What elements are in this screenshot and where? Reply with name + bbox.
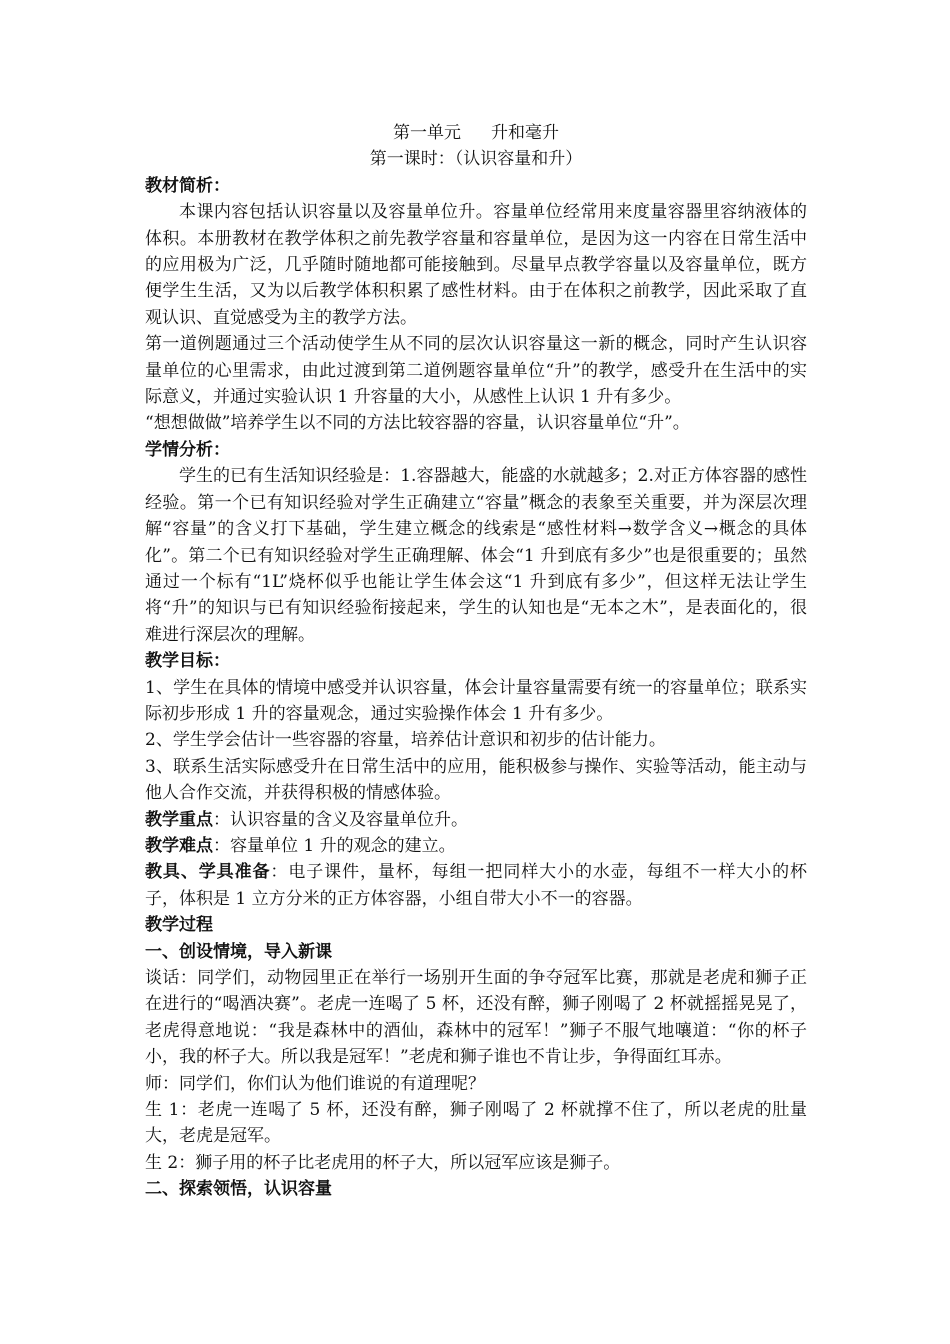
section-heading: 一、创设情境，导入新课: [145, 941, 332, 962]
dialogue-paragraph: 谈话：同学们，动物园里正在举行一场别开生面的争夺冠军比赛，那就是老虎和狮子正在进行的“喝酒决赛”。老虎一连喝了 5 杯，还没有醉，狮子刚喝了 2 杯就摇摇晃晃了，老虎得意地说：“我是森林中的酒仙，森林中的冠军！”狮子不服气地嚷道：“你的杯子小，我的杯子大。所以我是冠军！”老虎和狮子谁也不肯让步，争得面红耳赤。: [145, 968, 807, 1068]
unit-subject: 升和毫升: [491, 123, 559, 143]
lesson-title: 第一课时：（认识容量和升）: [369, 149, 583, 170]
materials: [145, 859, 807, 912]
textbook-analysis-paragraph: 本课内容包括认识容量以及容量单位升。容量单位经常用来度量容器里容纳液体的体积。本册教材在教学体积之前先教学容量和容量单位，是因为这一内容在日常生活中的应用极为广泛，几乎随时随地都可能接触到。尽量早点教学容量以及容量单位，既方便学生生活，又为以后教学体积积累了感性材料。由于在体积之前教学，因此采取了直观认识、直觉感受为主的教学方法。: [145, 202, 807, 328]
difficulty: [145, 833, 807, 859]
materials-label: 教具、学具准备: [145, 862, 271, 883]
textbook-analysis-paragraph: “想想做做”培养学生以不同的方法比较容器的容量，认识容量单位“升”。: [145, 413, 690, 434]
section-heading: 二、探索领悟，认识容量: [145, 1179, 332, 1200]
key-point: [145, 807, 807, 833]
document-page: [145, 120, 807, 1203]
unit-number: 第一单元: [393, 123, 461, 143]
goals-heading: 教学目标：: [145, 651, 230, 672]
goal-item: 2、学生学会估计一些容器的容量，培养估计意识和初步的估计能力。: [145, 730, 666, 751]
materials-text: ：电子课件，量杯，每组一把同样大小的水壶，每组不一样大小的杯子，体积是 1 立方分米的正方体容器，小组自带大小不一的容器。: [145, 862, 808, 909]
goal-item: 1、学生在具体的情境中感受并认识容量，体会计量容量需要有统一的容量单位；联系实际初步形成 1 升的容量观念，通过实验操作体会 1 升有多少。: [145, 677, 807, 724]
dialogue-paragraph: 生 1：老虎一连喝了 5 杯，还没有醉，狮子刚喝了 2 杯就撑不住了，所以老虎的肚量大，老虎是冠军。: [145, 1100, 807, 1147]
dialogue-paragraph: 生 2：狮子用的杯子比老虎用的杯子大，所以冠军应该是狮子。: [145, 1152, 621, 1173]
difficulty-label: 教学难点: [145, 835, 213, 856]
student-analysis-heading: 学情分析：: [145, 439, 230, 460]
textbook-analysis-paragraph: 第一道例题通过三个活动使学生从不同的层次认识容量这一新的概念，同时产生认识容量单位的心里需求，由此过渡到第二道例题容量单位“升”的教学，感受升在生活中的实际意义，并通过实验认识 1 升容量的大小，从感性上认识 1 升有多少。: [145, 334, 807, 408]
unit-title: [145, 120, 807, 146]
dialogue-paragraph: 师：同学们，你们认为他们谁说的有道理呢？: [145, 1073, 485, 1094]
textbook-analysis-heading: 教材简析：: [145, 175, 230, 196]
student-analysis-paragraph: 学生的已有生活知识经验是：1.容器越大，能盛的水就越多；2.对正方体容器的感性经验。第一个已有知识经验对学生正确建立“容量”概念的表象至关重要，并为深层次理解“容量”的含义打下基础，学生建立概念的线索是“感性材料→数学含义→概念的具体化”。第二个已有知识经验对学生正确理解、体会“1 升到底有多少”也是很重要的；虽然通过一个标有“1L”烧杯似乎也能让学生体会这“1 升到底有多少”，但这样无法让学生将“升”的知识与已有知识经验衔接起来，学生的认知也是“无本之木”，是表面化的，很难进行深层次的理解。: [145, 466, 807, 645]
goal-item: 3、联系生活实际感受升在日常生活中的应用，能积极参与操作、实验等活动，能主动与他人合作交流，并获得积极的情感体验。: [145, 756, 807, 804]
difficulty-text: ：容量单位 1 升的观念的建立。: [213, 835, 456, 856]
key-point-text: ：认识容量的含义及容量单位升。: [213, 809, 468, 830]
key-point-label: 教学重点: [145, 809, 213, 830]
process-heading: 教学过程: [145, 915, 213, 936]
